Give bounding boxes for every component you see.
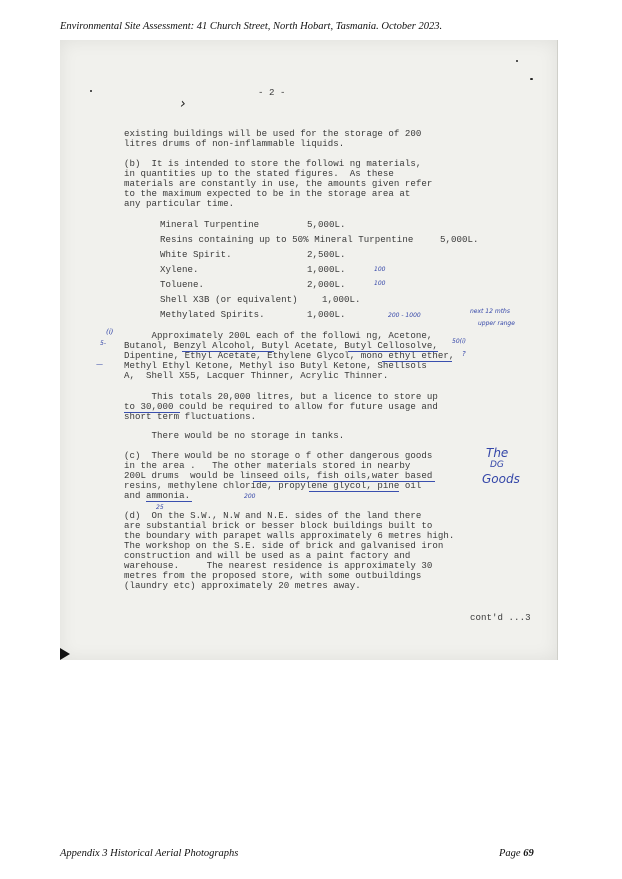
letter-line: A, Shell X55, Lacquer Thinner, Acrylic Thinner. (124, 370, 389, 381)
report-header: Environmental Site Assessment: 41 Church Street, North Hobart, Tasmania. October 2023. (60, 21, 443, 32)
letter-line: metres from the proposed store, with some outbuildings (124, 570, 422, 581)
handwritten-annotation: 200 - 1000 (388, 312, 421, 319)
material-name: Methylated Spirits. (160, 309, 265, 320)
footer-page-value: 69 (523, 848, 534, 859)
letter-line: warehouse. The nearest residence is approximately 30 (124, 560, 433, 571)
letter-line: (b) It is intended to store the followi ng materials, (124, 158, 422, 169)
handwritten-annotation: 5- (100, 340, 106, 347)
handwritten-annotation: upper range (478, 320, 515, 327)
handwritten-underline (146, 501, 192, 502)
letter-line: any particular time. (124, 198, 235, 209)
material-qty: 1,000L. (307, 264, 346, 275)
scan-speck (90, 90, 92, 92)
scanned-letter-page (60, 40, 558, 660)
material-qty: 1,000L. (307, 309, 346, 320)
footer-page-label: Page (499, 848, 521, 859)
material-qty: 5,000L. (440, 234, 479, 245)
material-name: White Spirit. (160, 249, 232, 260)
handwritten-annotation: 50(i) (452, 338, 466, 345)
material-qty: 1,000L. (322, 294, 361, 305)
letter-line: construction and will be used as a paint factory and (124, 550, 411, 561)
material-qty: 2,000L. (307, 279, 346, 290)
material-name: Xylene. (160, 264, 199, 275)
handwritten-annotation: The (486, 446, 509, 460)
handwritten-annotation: (i) (106, 328, 114, 336)
handwritten-underline (348, 351, 438, 352)
material-qty: 2,500L. (307, 249, 346, 260)
handwritten-annotation: DG (490, 460, 504, 470)
letter-line: to 30,000 could be required to allow for future usage and (124, 401, 438, 412)
letter-line: materials are constantly in use, the amounts given refer (124, 178, 433, 189)
material-name: Toluene. (160, 279, 205, 290)
letter-line: in the area . The other materials stored in nearby (124, 460, 411, 471)
handwritten-annotation: 25 (156, 504, 164, 511)
letter-line: and ammonia. (124, 490, 191, 501)
scan-speck (516, 60, 518, 62)
letter-line: Approximately 200L each of the followi ng, Acetone, (124, 330, 433, 341)
page-number: - 2 - (258, 87, 286, 98)
letter-line: The workshop on the S.E. side of brick and galvanised iron (124, 540, 444, 551)
letter-line: Butanol, Benzyl Alcohol, Butyl Acetate, Butyl Cellosolve, (124, 340, 438, 351)
handwritten-underline (309, 491, 399, 492)
letter-line: resins, methylene chloride, propylene glycol, pine oil (124, 480, 422, 491)
handwritten-underline (382, 361, 452, 362)
material-name: Shell X3B (or equivalent) (160, 294, 298, 305)
handwritten-annotation: next 12 mths (470, 308, 510, 315)
handwritten-annotation: 100 (374, 280, 386, 287)
letter-line: litres drums of non-inflammable liquids. (124, 138, 345, 149)
letter-line: There would be no storage in tanks. (124, 430, 345, 441)
letter-line: existing buildings will be used for the storage of 200 (124, 128, 422, 139)
letter-line: Dipentine, Ethyl Acetate, Ethylene Glycol, mono ethyl ether, (124, 350, 455, 361)
handwritten-underline (182, 351, 274, 352)
material-name: Mineral Turpentine (160, 219, 260, 230)
material-name: Resins containing up to 50% Mineral Turpentine (160, 234, 414, 245)
footer-page-number (499, 848, 534, 859)
handwritten-annotation: ? (462, 350, 466, 358)
letter-line: This totals 20,000 litres, but a licence to store up (124, 391, 438, 402)
handwritten-annotation: Goods (482, 472, 520, 486)
letter-line: short term fluctuations. (124, 411, 257, 422)
scan-speck (530, 78, 533, 80)
scan-corner-mark (60, 648, 70, 660)
letter-line: (d) On the S.W., N.W and N.E. sides of the land there (124, 510, 422, 521)
letter-line: the boundary with parapet walls approximately 6 metres high. (124, 530, 455, 541)
material-qty: 5,000L. (307, 219, 346, 230)
handwritten-underline (253, 481, 435, 482)
letter-line: (laundry etc) approximately 20 metres away. (124, 580, 361, 591)
footer-appendix-title: Appendix 3 Historical Aerial Photographs (60, 848, 239, 859)
letter-line: are substantial brick or besser block buildings built to (124, 520, 433, 531)
letter-line: Methyl Ethyl Ketone, Methyl iso Butyl Ketone, Shellsols (124, 360, 427, 371)
handwritten-mark: › (180, 96, 186, 112)
handwritten-annotation: 200 (244, 493, 256, 500)
letter-line: in quantities up to the stated figures. As these (124, 168, 394, 179)
handwritten-underline (124, 412, 180, 413)
handwritten-annotation: — (96, 360, 103, 368)
letter-line: (c) There would be no storage o f other dangerous goods (124, 450, 433, 461)
letter-line: to the maximum expected to be in the storage area at (124, 188, 411, 199)
handwritten-annotation: 100 (374, 266, 386, 273)
letter-line: 200L drums would be linseed oils, fish oils,water based (124, 470, 433, 481)
continued-note: cont'd ...3 (470, 612, 531, 623)
